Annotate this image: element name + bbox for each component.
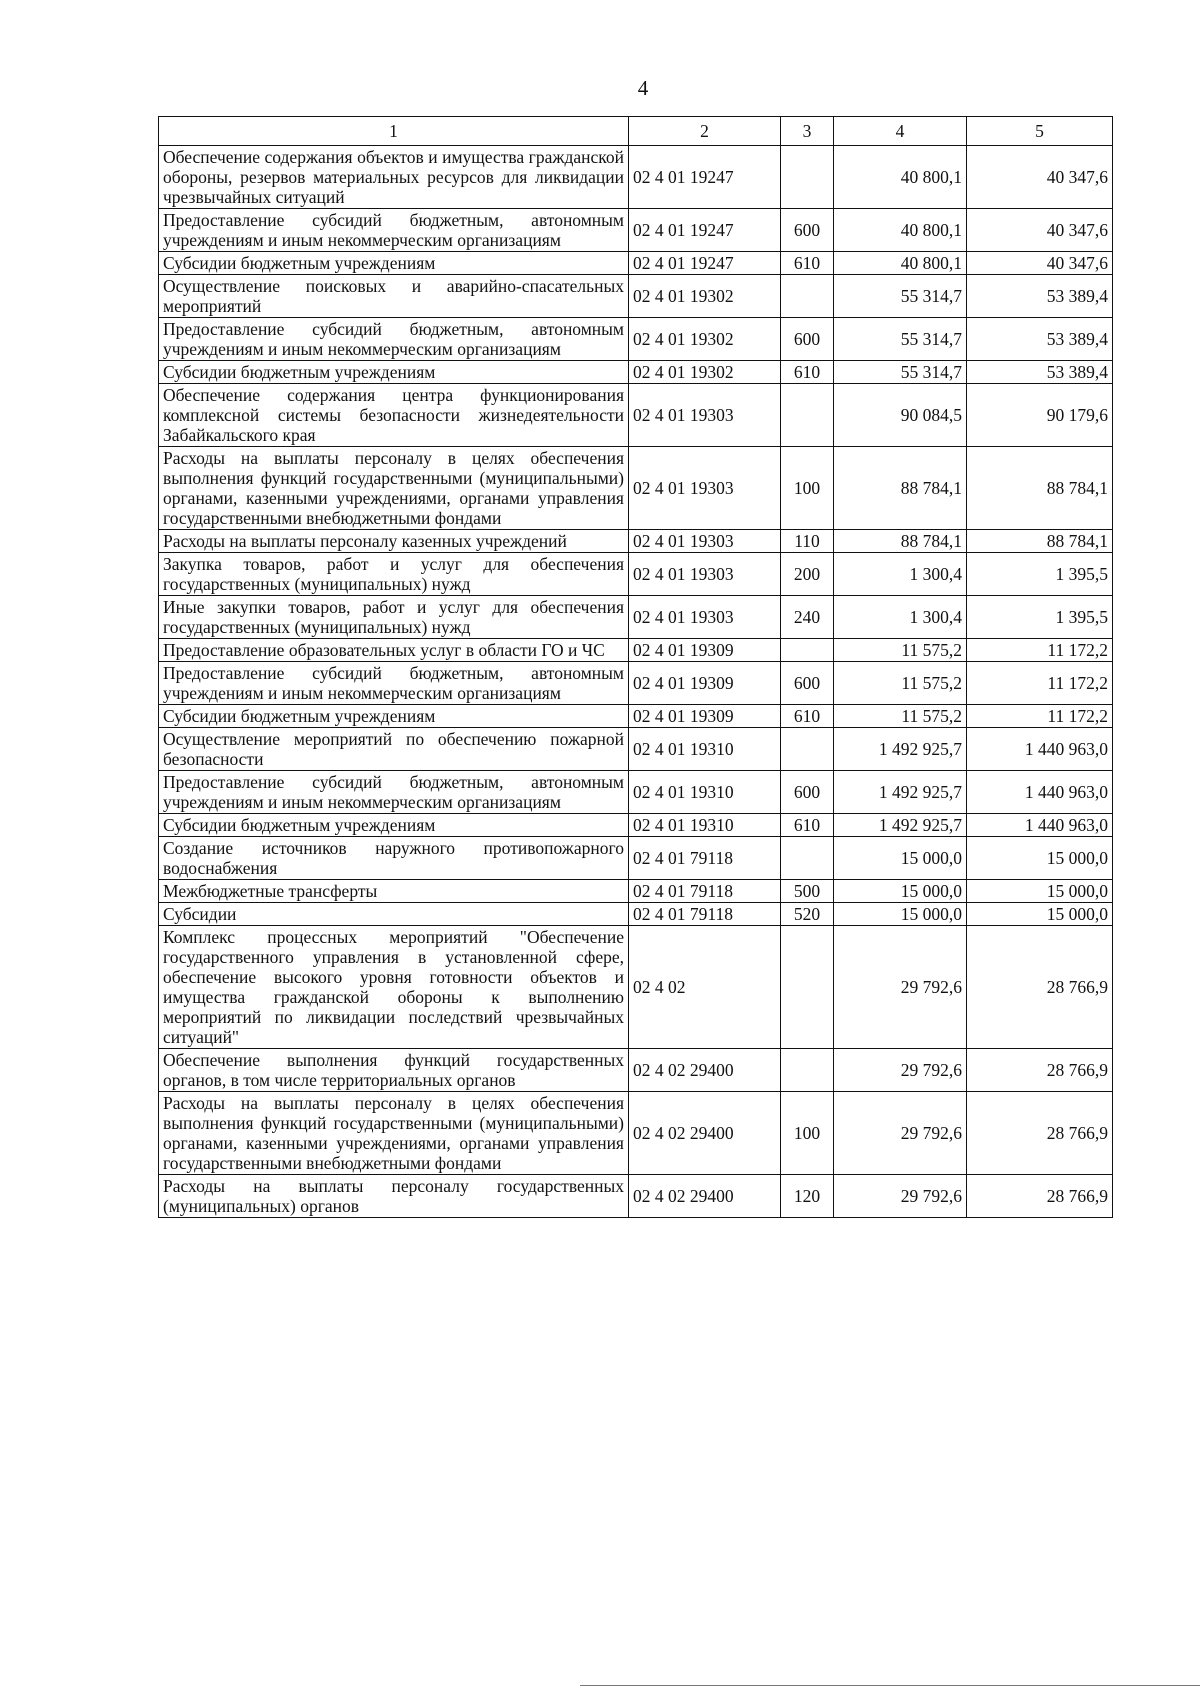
row-amount-2-cell: 28 766,9 [967,1049,1113,1092]
table-row [159,903,1113,926]
row-amount-1-cell: 15 000,0 [834,903,967,926]
table-row [159,639,1113,662]
row-type-cell [781,837,834,880]
row-code-cell: 02 4 01 19302 [629,318,781,361]
row-amount-1-cell: 11 575,2 [834,639,967,662]
row-amount-1-cell: 88 784,1 [834,447,967,530]
row-amount-2-cell: 15 000,0 [967,903,1113,926]
row-code-cell: 02 4 01 19303 [629,447,781,530]
row-amount-1-cell: 11 575,2 [834,662,967,705]
row-code-cell: 02 4 01 19309 [629,639,781,662]
row-amount-1-cell: 55 314,7 [834,318,967,361]
row-type-cell: 600 [781,209,834,252]
row-amount-2-cell: 11 172,2 [967,662,1113,705]
row-amount-2-cell: 40 347,6 [967,252,1113,275]
row-name-cell: Межбюджетные трансферты [159,880,629,903]
table-row [159,447,1113,530]
row-type-cell: 100 [781,447,834,530]
row-amount-2-cell: 40 347,6 [967,209,1113,252]
table-row [159,1049,1113,1092]
row-amount-1-cell: 90 084,5 [834,384,967,447]
row-amount-1-cell: 55 314,7 [834,361,967,384]
row-code-cell: 02 4 01 19309 [629,705,781,728]
row-amount-2-cell: 1 440 963,0 [967,771,1113,814]
row-amount-2-cell: 1 440 963,0 [967,728,1113,771]
row-type-cell: 500 [781,880,834,903]
column-header-code: 2 [629,117,781,146]
row-code-cell: 02 4 02 [629,926,781,1049]
row-type-cell [781,639,834,662]
row-amount-2-cell: 88 784,1 [967,530,1113,553]
table-row [159,146,1113,209]
row-type-cell: 610 [781,705,834,728]
row-amount-2-cell: 28 766,9 [967,926,1113,1049]
row-name-cell: Осуществление мероприятий по обеспечению пожарной безопасности [159,728,629,771]
row-amount-2-cell: 15 000,0 [967,880,1113,903]
row-type-cell: 600 [781,318,834,361]
row-type-cell: 600 [781,662,834,705]
table-row [159,728,1113,771]
row-name-cell: Субсидии бюджетным учреждениям [159,361,629,384]
row-name-cell: Предоставление субсидий бюджетным, автономным учреждениям и иным некоммерческим организациям [159,318,629,361]
row-amount-1-cell: 40 800,1 [834,209,967,252]
table-row [159,252,1113,275]
row-name-cell: Расходы на выплаты персоналу в целях обеспечения выполнения функций государственными (муниципальными) органами, казенными учреждениями, органами управления государственными внебюджетными фондами [159,1092,629,1175]
row-amount-2-cell: 53 389,4 [967,275,1113,318]
table-header-row [159,117,1113,146]
row-amount-1-cell: 40 800,1 [834,146,967,209]
column-header-name: 1 [159,117,629,146]
row-code-cell: 02 4 02 29400 [629,1049,781,1092]
row-type-cell: 110 [781,530,834,553]
row-amount-2-cell: 28 766,9 [967,1175,1113,1218]
row-type-cell: 100 [781,1092,834,1175]
row-amount-2-cell: 88 784,1 [967,447,1113,530]
row-amount-1-cell: 29 792,6 [834,1049,967,1092]
table-row [159,209,1113,252]
row-code-cell: 02 4 01 79118 [629,837,781,880]
row-amount-1-cell: 88 784,1 [834,530,967,553]
row-amount-2-cell: 1 440 963,0 [967,814,1113,837]
row-name-cell: Расходы на выплаты персоналу в целях обеспечения выполнения функций государственными (муниципальными) органами, казенными учреждениями, органами управления государственными внебюджетными фондами [159,447,629,530]
table-row [159,361,1113,384]
row-type-cell: 200 [781,553,834,596]
row-code-cell: 02 4 02 29400 [629,1092,781,1175]
table-row [159,926,1113,1049]
row-code-cell: 02 4 01 19303 [629,553,781,596]
row-name-cell: Предоставление субсидий бюджетным, автономным учреждениям и иным некоммерческим организациям [159,662,629,705]
row-amount-1-cell: 1 300,4 [834,553,967,596]
row-amount-1-cell: 29 792,6 [834,1092,967,1175]
row-amount-1-cell: 29 792,6 [834,1175,967,1218]
row-name-cell: Субсидии [159,903,629,926]
row-code-cell: 02 4 01 19247 [629,146,781,209]
row-name-cell: Расходы на выплаты персоналу государственных (муниципальных) органов [159,1175,629,1218]
row-code-cell: 02 4 01 19310 [629,728,781,771]
table-row [159,705,1113,728]
row-code-cell: 02 4 01 19303 [629,596,781,639]
table-row [159,530,1113,553]
row-type-cell: 240 [781,596,834,639]
row-name-cell: Обеспечение содержания центра функционирования комплексной системы безопасности жизнедеятельности Забайкальского края [159,384,629,447]
table-row [159,384,1113,447]
column-header-amount-1: 4 [834,117,967,146]
row-name-cell: Субсидии бюджетным учреждениям [159,814,629,837]
row-type-cell [781,146,834,209]
row-code-cell: 02 4 01 19302 [629,361,781,384]
row-amount-2-cell: 53 389,4 [967,361,1113,384]
column-header-amount-2: 5 [967,117,1113,146]
row-type-cell: 610 [781,361,834,384]
row-code-cell: 02 4 02 29400 [629,1175,781,1218]
row-name-cell: Субсидии бюджетным учреждениям [159,252,629,275]
row-amount-2-cell: 40 347,6 [967,146,1113,209]
row-amount-2-cell: 90 179,6 [967,384,1113,447]
row-code-cell: 02 4 01 19310 [629,771,781,814]
row-name-cell: Предоставление субсидий бюджетным, автономным учреждениям и иным некоммерческим организациям [159,209,629,252]
table-row [159,275,1113,318]
table-row [159,814,1113,837]
row-name-cell: Закупка товаров, работ и услуг для обеспечения государственных (муниципальных) нужд [159,553,629,596]
table-row [159,1092,1113,1175]
row-amount-2-cell: 11 172,2 [967,639,1113,662]
row-name-cell: Предоставление образовательных услуг в области ГО и ЧС [159,639,629,662]
row-name-cell: Осуществление поисковых и аварийно-спасательных мероприятий [159,275,629,318]
row-type-cell: 610 [781,814,834,837]
row-code-cell: 02 4 01 79118 [629,903,781,926]
row-type-cell [781,275,834,318]
row-amount-1-cell: 11 575,2 [834,705,967,728]
budget-table [158,116,1113,1218]
row-code-cell: 02 4 01 79118 [629,880,781,903]
row-name-cell: Субсидии бюджетным учреждениям [159,705,629,728]
table-row [159,837,1113,880]
row-code-cell: 02 4 01 19247 [629,252,781,275]
row-amount-1-cell: 1 492 925,7 [834,728,967,771]
row-type-cell [781,384,834,447]
row-type-cell [781,1049,834,1092]
row-name-cell: Обеспечение содержания объектов и имущества гражданской обороны, резервов материальных ресурсов для ликвидации чрезвычайных ситуаций [159,146,629,209]
row-amount-2-cell: 28 766,9 [967,1092,1113,1175]
page-number: 4 [637,76,649,100]
row-name-cell: Обеспечение выполнения функций государственных органов, в том числе территориальных органов [159,1049,629,1092]
row-amount-2-cell: 53 389,4 [967,318,1113,361]
row-amount-1-cell: 15 000,0 [834,880,967,903]
table-row [159,596,1113,639]
row-amount-1-cell: 1 492 925,7 [834,771,967,814]
table-row [159,771,1113,814]
row-code-cell: 02 4 01 19303 [629,384,781,447]
column-header-type: 3 [781,117,834,146]
row-code-cell: 02 4 01 19309 [629,662,781,705]
row-amount-1-cell: 1 300,4 [834,596,967,639]
row-amount-2-cell: 15 000,0 [967,837,1113,880]
table-row [159,553,1113,596]
row-type-cell: 120 [781,1175,834,1218]
row-name-cell: Предоставление субсидий бюджетным, автономным учреждениям и иным некоммерческим организациям [159,771,629,814]
row-amount-1-cell: 1 492 925,7 [834,814,967,837]
row-amount-2-cell: 1 395,5 [967,596,1113,639]
table-row [159,1175,1113,1218]
row-amount-1-cell: 55 314,7 [834,275,967,318]
row-type-cell [781,728,834,771]
table-row [159,662,1113,705]
row-amount-1-cell: 40 800,1 [834,252,967,275]
row-type-cell [781,926,834,1049]
table-row [159,880,1113,903]
row-amount-2-cell: 11 172,2 [967,705,1113,728]
row-code-cell: 02 4 01 19247 [629,209,781,252]
row-type-cell: 610 [781,252,834,275]
row-amount-2-cell: 1 395,5 [967,553,1113,596]
row-type-cell: 600 [781,771,834,814]
row-name-cell: Расходы на выплаты персоналу казенных учреждений [159,530,629,553]
row-amount-1-cell: 15 000,0 [834,837,967,880]
row-name-cell: Иные закупки товаров, работ и услуг для обеспечения государственных (муниципальных) нужд [159,596,629,639]
table-row [159,318,1113,361]
row-code-cell: 02 4 01 19310 [629,814,781,837]
row-code-cell: 02 4 01 19303 [629,530,781,553]
row-type-cell: 520 [781,903,834,926]
row-code-cell: 02 4 01 19302 [629,275,781,318]
row-amount-1-cell: 29 792,6 [834,926,967,1049]
row-name-cell: Комплекс процессных мероприятий "Обеспечение государственного управления в установленной сфере, обеспечение высокого уровня готовности объектов и имущества гражданской обороны к выполнению мероприятий по ликвидации последствий чрезвычайных ситуаций" [159,926,629,1049]
scan-edge-line [580,1685,1200,1686]
row-name-cell: Создание источников наружного противопожарного водоснабжения [159,837,629,880]
